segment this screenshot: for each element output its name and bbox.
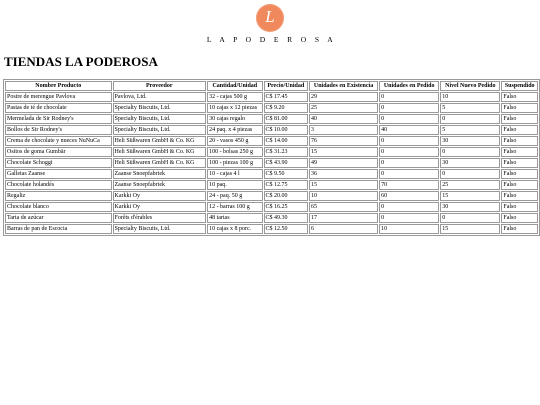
supplier-cell: Specialty Biscuits, Ltd. <box>113 125 207 135</box>
table-row <box>5 125 538 135</box>
units-on-order-cell: 70 <box>379 180 439 190</box>
product-name-cell: Postre de merengue Pavlova <box>5 92 112 102</box>
table-row <box>5 224 538 234</box>
discontinued-cell: Falso <box>501 158 538 168</box>
units-on-order-cell: 0 <box>379 136 439 146</box>
product-name-cell: Chocolate blanco <box>5 202 112 212</box>
discontinued-cell: Falso <box>501 103 538 113</box>
table-row <box>5 202 538 212</box>
column-header-reorder-level: Nivel Nuevo Pedido <box>440 81 500 91</box>
unit-price-cell: C$ 12.75 <box>264 180 308 190</box>
units-on-order-cell: 10 <box>379 224 439 234</box>
supplier-cell: Karkki Oy <box>113 191 207 201</box>
supplier-cell: Heli Süßwaren GmbH & Co. KG <box>113 136 207 146</box>
units-on-order-cell: 0 <box>379 92 439 102</box>
units-in-stock-cell: 76 <box>309 136 378 146</box>
unit-price-cell: C$ 10.00 <box>264 125 308 135</box>
units-in-stock-cell: 10 <box>309 191 378 201</box>
units-on-order-cell: 0 <box>379 147 439 157</box>
column-header-discontinued: Suspendido <box>501 81 538 91</box>
supplier-cell: Heli Süßwaren GmbH & Co. KG <box>113 147 207 157</box>
product-name-cell: Mermelada de Sir Rodney's <box>5 114 112 124</box>
units-in-stock-cell: 3 <box>309 125 378 135</box>
reorder-level-cell: 10 <box>440 92 500 102</box>
unit-price-cell: C$ 81.00 <box>264 114 308 124</box>
supplier-cell: Karkki Oy <box>113 202 207 212</box>
product-name-cell: Regaliz <box>5 191 112 201</box>
unit-price-cell: C$ 43.90 <box>264 158 308 168</box>
product-name-cell: Bollos de Sir Rodney's <box>5 125 112 135</box>
units-in-stock-cell: 65 <box>309 202 378 212</box>
table-body <box>5 92 538 234</box>
quantity-per-unit-cell: 100 - bolsas 250 g <box>207 147 262 157</box>
units-on-order-cell: 60 <box>379 191 439 201</box>
supplier-cell: Forêts d'érables <box>113 213 207 223</box>
reorder-level-cell: 15 <box>440 191 500 201</box>
quantity-per-unit-cell: 24 - paq. 50 g <box>207 191 262 201</box>
column-header-supplier: Proveedor <box>113 81 207 91</box>
table-row <box>5 158 538 168</box>
product-name-cell: Crema de chocolate y nueces NuNuCa <box>5 136 112 146</box>
quantity-per-unit-cell: 30 cajas regalo <box>207 114 262 124</box>
units-on-order-cell: 40 <box>379 125 439 135</box>
table-row <box>5 180 538 190</box>
discontinued-cell: Falso <box>501 147 538 157</box>
units-in-stock-cell: 40 <box>309 114 378 124</box>
page-title: TIENDAS LA PODEROSA <box>4 54 158 69</box>
units-on-order-cell: 0 <box>379 169 439 179</box>
table-row <box>5 147 538 157</box>
discontinued-cell: Falso <box>501 92 538 102</box>
column-header-units-on-order: Unidades en Pedido <box>379 81 439 91</box>
table-row <box>5 213 538 223</box>
unit-price-cell: C$ 17.45 <box>264 92 308 102</box>
reorder-level-cell: 15 <box>440 224 500 234</box>
units-in-stock-cell: 15 <box>309 180 378 190</box>
units-on-order-cell: 0 <box>379 202 439 212</box>
reorder-level-cell: 0 <box>440 213 500 223</box>
reorder-level-cell: 30 <box>440 158 500 168</box>
product-name-cell: Galletas Zaanse <box>5 169 112 179</box>
units-in-stock-cell: 6 <box>309 224 378 234</box>
unit-price-cell: C$ 9.50 <box>264 169 308 179</box>
brand-name: L A P O D E R O S A <box>206 35 337 44</box>
units-on-order-cell: 0 <box>379 158 439 168</box>
table-row <box>5 191 538 201</box>
quantity-per-unit-cell: 32 - cajas 500 g <box>207 92 262 102</box>
table-row <box>5 103 538 113</box>
brand-logo-letter: L <box>265 7 275 26</box>
units-in-stock-cell: 36 <box>309 169 378 179</box>
units-in-stock-cell: 25 <box>309 103 378 113</box>
quantity-per-unit-cell: 10 cajas x 8 porc. <box>207 224 262 234</box>
quantity-per-unit-cell: 10 paq. <box>207 180 262 190</box>
discontinued-cell: Falso <box>501 125 538 135</box>
brand-logo <box>256 4 284 32</box>
unit-price-cell: C$ 9.20 <box>264 103 308 113</box>
column-header-unit-price: Precio/Unidad <box>264 81 308 91</box>
reorder-level-cell: 5 <box>440 125 500 135</box>
supplier-cell: Specialty Biscuits, Ltd. <box>113 103 207 113</box>
unit-price-cell: C$ 12.50 <box>264 224 308 234</box>
supplier-cell: Specialty Biscuits, Ltd. <box>113 224 207 234</box>
unit-price-cell: C$ 14.00 <box>264 136 308 146</box>
discontinued-cell: Falso <box>501 136 538 146</box>
table-row <box>5 92 538 102</box>
column-header-product: Nombre Producto <box>5 81 112 91</box>
product-name-cell: Barras de pan de Escocia <box>5 224 112 234</box>
units-in-stock-cell: 29 <box>309 92 378 102</box>
quantity-per-unit-cell: 48 tartas <box>207 213 262 223</box>
units-in-stock-cell: 49 <box>309 158 378 168</box>
discontinued-cell: Falso <box>501 202 538 212</box>
table-row <box>5 136 538 146</box>
reorder-level-cell: 0 <box>440 114 500 124</box>
unit-price-cell: C$ 16.25 <box>264 202 308 212</box>
discontinued-cell: Falso <box>501 191 538 201</box>
column-header-quantity-per-unit: Cantidad/Unidad <box>207 81 262 91</box>
units-on-order-cell: 0 <box>379 103 439 113</box>
supplier-cell: Pavlova, Ltd. <box>113 92 207 102</box>
discontinued-cell: Falso <box>501 224 538 234</box>
units-in-stock-cell: 15 <box>309 147 378 157</box>
discontinued-cell: Falso <box>501 180 538 190</box>
reorder-level-cell: 30 <box>440 136 500 146</box>
reorder-level-cell: 0 <box>440 169 500 179</box>
table-header-row <box>5 81 538 91</box>
unit-price-cell: C$ 20.00 <box>264 191 308 201</box>
product-name-cell: Tarta de azúcar <box>5 213 112 223</box>
supplier-cell: Zaanse Snoepfabriek <box>113 169 207 179</box>
brand-header <box>0 4 540 44</box>
reorder-level-cell: 0 <box>440 147 500 157</box>
unit-price-cell: C$ 31.23 <box>264 147 308 157</box>
product-name-cell: Ositos de goma Gumbär <box>5 147 112 157</box>
discontinued-cell: Falso <box>501 169 538 179</box>
reorder-level-cell: 5 <box>440 103 500 113</box>
quantity-per-unit-cell: 10 - cajas 4 l <box>207 169 262 179</box>
supplier-cell: Specialty Biscuits, Ltd. <box>113 114 207 124</box>
unit-price-cell: C$ 49.30 <box>264 213 308 223</box>
column-header-units-in-stock: Unidades en Existencia <box>309 81 378 91</box>
product-name-cell: Chocolate holandés <box>5 180 112 190</box>
discontinued-cell: Falso <box>501 114 538 124</box>
quantity-per-unit-cell: 100 - piezas 100 g <box>207 158 262 168</box>
table-row <box>5 169 538 179</box>
product-name-cell: Chocolate Schoggi <box>5 158 112 168</box>
reorder-level-cell: 30 <box>440 202 500 212</box>
units-on-order-cell: 0 <box>379 213 439 223</box>
discontinued-cell: Falso <box>501 213 538 223</box>
table-row <box>5 114 538 124</box>
quantity-per-unit-cell: 10 cajas x 12 piezas <box>207 103 262 113</box>
supplier-cell: Zaanse Snoepfabriek <box>113 180 207 190</box>
products-table <box>3 79 540 236</box>
units-on-order-cell: 0 <box>379 114 439 124</box>
units-in-stock-cell: 17 <box>309 213 378 223</box>
supplier-cell: Heli Süßwaren GmbH & Co. KG <box>113 158 207 168</box>
reorder-level-cell: 25 <box>440 180 500 190</box>
product-name-cell: Pastas de té de chocolate <box>5 103 112 113</box>
quantity-per-unit-cell: 20 - vasos 450 g <box>207 136 262 146</box>
quantity-per-unit-cell: 12 - barras 100 g <box>207 202 262 212</box>
quantity-per-unit-cell: 24 paq. x 4 piezas <box>207 125 262 135</box>
